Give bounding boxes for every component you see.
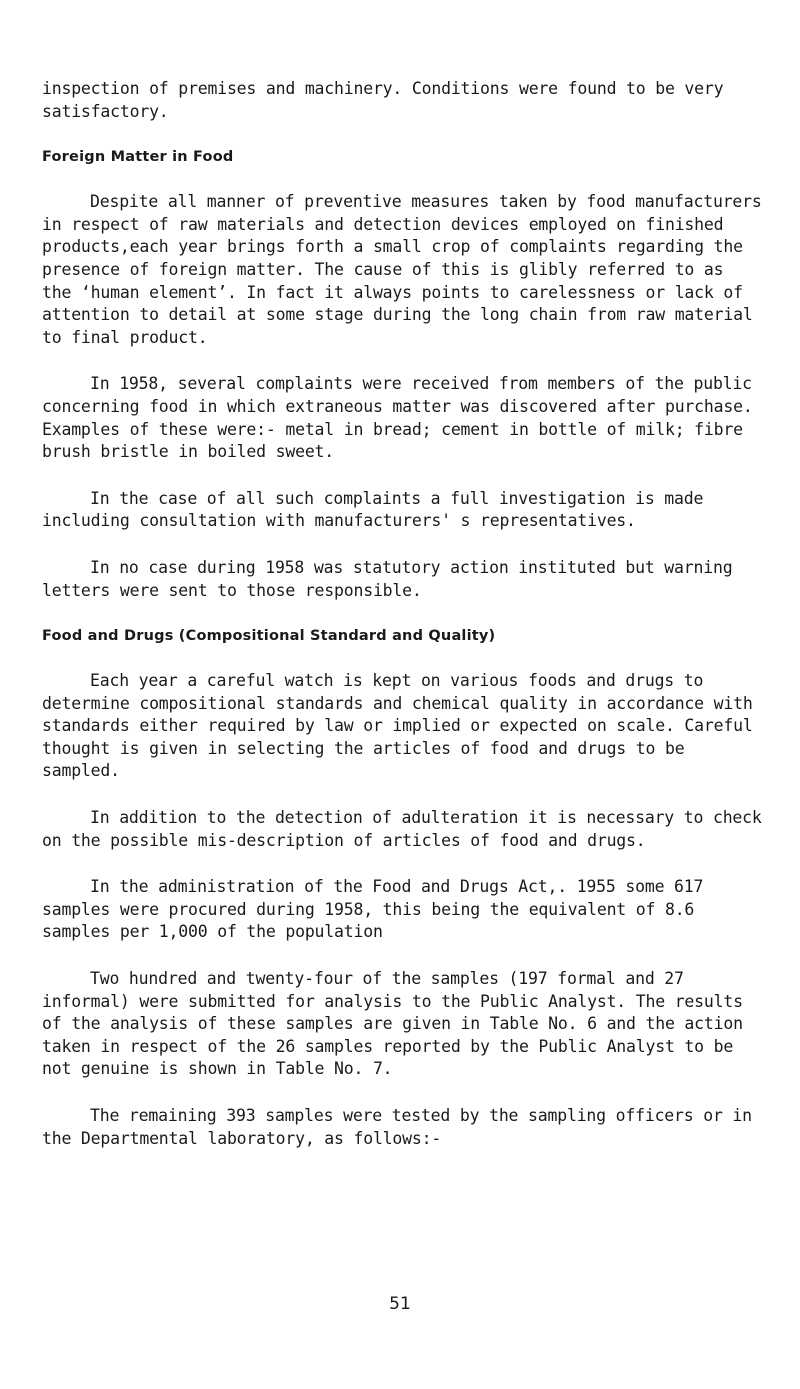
paragraph-inspection: inspection of premises and machinery. Conditions were found to be very satisfactory. — [42, 79, 734, 121]
paragraph-statutory-action: In no case during 1958 was statutory action instituted but warning letters were sent to those responsible. — [42, 557, 743, 600]
paragraph-administration: In the administration of the Food and Drugs Act,. 1955 some 617 samples were procured during 1958, this being the equivalent of 8.6 samples per 1,000 of the population — [42, 877, 713, 942]
paragraph-public-analyst: Two hundred and twenty-four of the samples (197 formal and 27 informal) were submitted for analysis to the Public Analyst. The results of the analysis of these samples are given in Table No. 6 and the action taken in respect of the 26 samples reported by the Public Analyst to be not genuine is shown in Table No. 7. — [42, 969, 753, 1079]
heading-food-and-drugs: Food and Drugs (Compositional Standard and Quality) — [42, 628, 496, 645]
paragraph-complaints-1958: In 1958, several complaints were received from members of the public concerning food in which extraneous matter was discovered after purchase. Examples of these were:- metal in bread; cement in bottle of milk; fibre brush bristle in boiled sweet. — [42, 374, 763, 462]
paragraph-careful-watch: Each year a careful watch is kept on various foods and drugs to determine compositional standards and chemical quality in accordance with standards either required by law or implied or expected on scale. Careful thought is given in selecting the articles of food and drugs to be sampled. — [42, 671, 763, 781]
document-page — [42, 78, 772, 1150]
paragraph-investigation: In the case of all such complaints a full investigation is made including consultation with manufacturers' s representatives. — [42, 488, 713, 531]
paragraph-foreign-matter: Despite all manner of preventive measures taken by food manufacturers in respect of raw materials and detection devices employed on finished products,each year brings forth a small crop of complaints regarding the presence of foreign matter. The cause of this is glibly referred to as the ‘human element’. In fact it always points to carelessness or lack of attention to detail at some stage during the long chain from raw material to final product. — [42, 192, 772, 347]
paragraph-adulteration: In addition to the detection of adulteration it is necessary to check on the possible mis-description of articles of food and drugs. — [42, 808, 772, 850]
heading-foreign-matter: Foreign Matter in Food — [42, 149, 234, 166]
paragraph-remaining-samples: The remaining 393 samples were tested by the sampling officers or in the Departmental laboratory, as follows:- — [42, 1106, 762, 1148]
page-number: 51 — [389, 1294, 411, 1314]
